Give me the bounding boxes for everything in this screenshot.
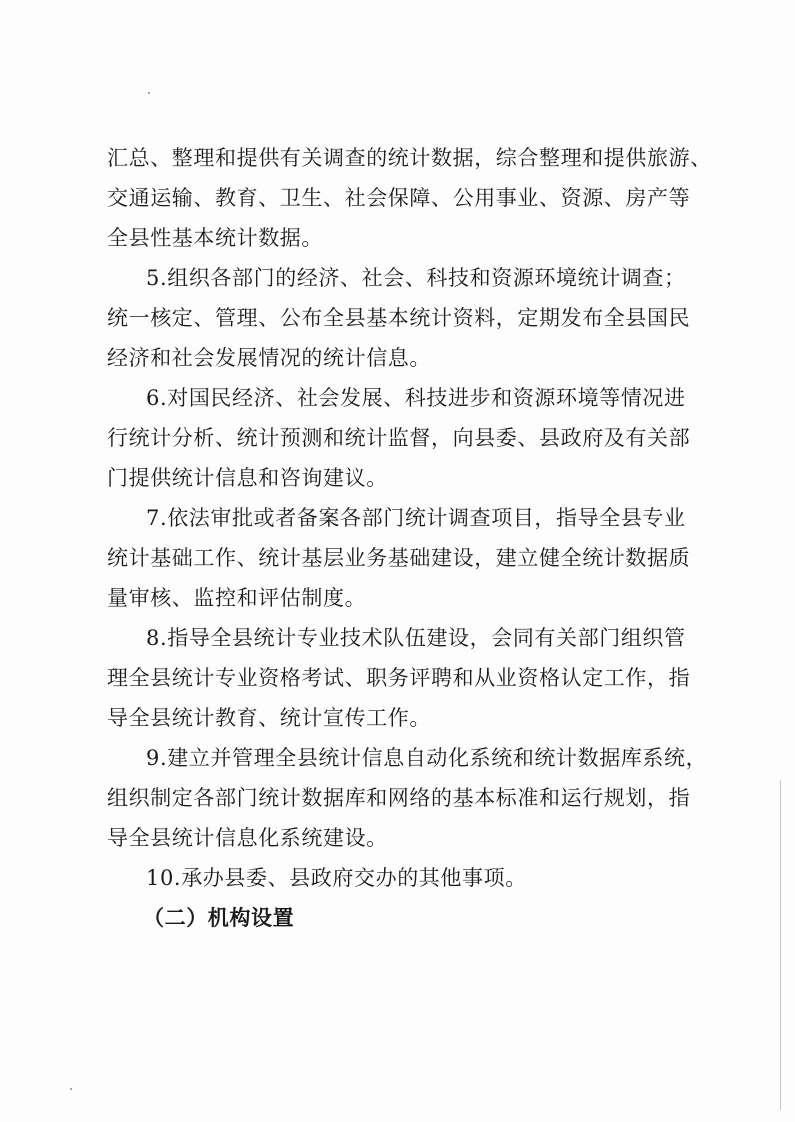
paragraph-item-5 — [107, 258, 707, 378]
scan-edge-line — [780, 780, 781, 1110]
paragraph-item-8 — [107, 618, 707, 738]
text-line: 组织制定各部门统计数据库和网络的基本标准和运行规划，指 — [107, 786, 691, 810]
text-line: 门提供统计信息和咨询建议。 — [107, 466, 388, 490]
paragraph-item-6 — [107, 378, 707, 498]
text-line: 导全县统计教育、统计宣传工作。 — [107, 706, 431, 730]
text-line: 8.指导全县统计专业技术队伍建设，会同有关部门组织管 — [146, 626, 686, 650]
text-line: 全县性基本统计数据。 — [107, 226, 323, 250]
document-body — [107, 138, 712, 938]
text-line: 统计基础工作、统计基层业务基础建设，建立健全统计数据质 — [107, 546, 691, 570]
text-line: 量审核、监控和评估制度。 — [107, 586, 367, 610]
text-line: 统一核定、管理、公布全县基本统计资料，定期发布全县国民 — [107, 306, 691, 330]
text-line: 经济和社会发展情况的统计信息。 — [107, 346, 431, 370]
text-line: 理全县统计专业资格考试、职务评聘和从业资格认定工作，指 — [107, 666, 691, 690]
text-line: 导全县统计信息化系统建设。 — [107, 826, 388, 850]
paragraph-item-9 — [107, 738, 707, 858]
text-line: 6.对国民经济、社会发展、科技进步和资源环境等情况进 — [146, 386, 686, 410]
section-heading: （二）机构设置 — [143, 906, 295, 930]
paragraph-continuation — [107, 138, 712, 258]
paragraph-item-7 — [107, 498, 707, 618]
text-line: 交通运输、教育、卫生、社会保障、公用事业、资源、房产等 — [107, 186, 691, 210]
scan-speck — [148, 92, 150, 94]
text-line: 行统计分析、统计预测和统计监督，向县委、县政府及有关部 — [107, 426, 691, 450]
text-line: 7.依法审批或者备案各部门统计调查项目，指导全县专业 — [146, 506, 686, 530]
text-line: 汇总、整理和提供有关调查的统计数据，综合整理和提供旅游、 — [107, 146, 712, 170]
text-line: 10.承办县委、县政府交办的其他事项。 — [146, 866, 527, 890]
text-line: 5.组织各部门的经济、社会、科技和资源环境统计调查； — [146, 266, 686, 290]
paragraph-item-10 — [107, 858, 707, 898]
text-line: 9.建立并管理全县统计信息自动化系统和统计数据库系统， — [146, 746, 708, 770]
scan-speck — [70, 1088, 72, 1090]
